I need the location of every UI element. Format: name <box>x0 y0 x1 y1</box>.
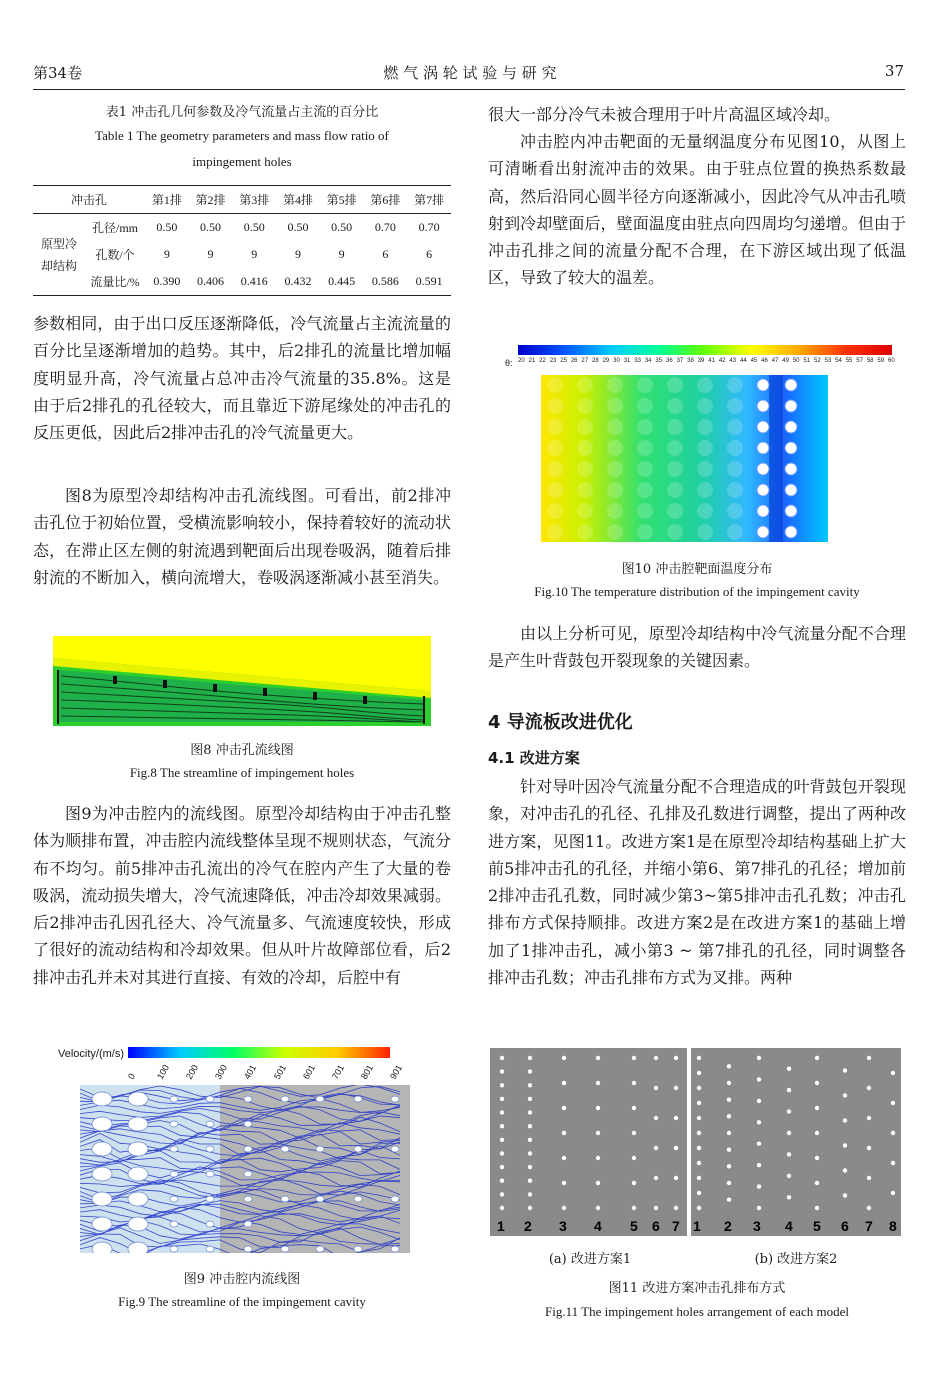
right-paragraph-1: 很大一部分冷气未被合理用于叶片高温区域冷却。 <box>488 105 841 124</box>
table-header-row <box>33 186 451 214</box>
theta-tick-label: 60 <box>888 358 895 364</box>
table-cell: 0.390 <box>153 274 181 288</box>
right-paragraph-2: 冲击腔内冲击靶面的无量纲温度分布见图10，从图上可清晰看出射流冲击的效果。由于驻点位置的换热系数最高，然后沿同心圆半径方向逐渐减小，因此冷气从冲击孔喷射到冷却壁面后，壁面温度由驻点向四周均匀递增。但由于冲击孔排之间的流量分配不合理，在下游区域出现了低温区，导致了较大的温差。 <box>488 132 906 288</box>
theta-tick-label: 49 <box>782 358 789 364</box>
velocity-colorbar <box>128 1047 390 1058</box>
hole-row-number: 3 <box>753 1218 761 1234</box>
group-label-line2: 却结构 <box>40 258 77 273</box>
hole-row-number: 6 <box>652 1218 660 1234</box>
header-rule <box>33 89 905 90</box>
table-header-cell: 第5排 <box>326 193 357 207</box>
fig11b-caption: (b) 改进方案2 <box>754 1252 838 1267</box>
theta-tick-label: 53 <box>824 358 832 364</box>
hole-row-number: 4 <box>785 1218 793 1234</box>
hole-row-number: 1 <box>497 1218 505 1234</box>
table-cell: 0.586 <box>371 274 399 288</box>
table-header-cell: 第1排 <box>151 193 182 207</box>
table-cell: 0.50 <box>287 220 309 234</box>
theta-tick-label: 52 <box>814 358 821 364</box>
table-row <box>33 214 451 242</box>
table-header-cell: 第2排 <box>195 193 226 207</box>
theta-tick-label: 59 <box>877 358 885 364</box>
theta-tick-label: 58 <box>866 358 874 364</box>
table-cell: 0.50 <box>331 220 353 234</box>
theta-tick-label: 37 <box>676 358 684 364</box>
theta-tick-label: 28 <box>592 358 599 364</box>
hole-row-number: 2 <box>524 1218 532 1234</box>
table-cell: 9 <box>207 247 214 261</box>
table-cell: 0.432 <box>284 274 312 288</box>
table1-title-cn: 表1 冲击孔几何参数及冷气流量占主流的百分比 <box>105 105 379 120</box>
left-paragraph-1: 参数相同，由于出口反压逐渐降低，冷气流量占主流流量的百分比呈逐渐增加的趋势。其中，后2排孔的流量比增加幅度明显升高，冷气流量占总冲击冷气流量的35.8%。这是由于后2排孔的孔径较大，而且靠近下游尾缘处的冲击孔的反压更低，因此后2排冲击孔的冷气流量更大。 <box>33 314 451 443</box>
theta-tick-label: 54 <box>835 358 842 364</box>
theta-tick-label: 46 <box>761 358 768 364</box>
theta-tick-label: 47 <box>771 358 779 364</box>
velocity-tick-label: 701 <box>329 1062 346 1081</box>
theta-tick-label: 45 <box>750 358 758 364</box>
section-4-heading: 4 导流板改进优化 <box>488 712 633 733</box>
hole-row-number: 4 <box>594 1218 602 1234</box>
table-cell: 0.50 <box>243 220 265 234</box>
table-row <box>33 241 451 268</box>
fig10-caption-en: Fig.10 The temperature distribution of the impingement cavity <box>534 584 860 599</box>
row-label: 孔径/mm <box>91 221 138 235</box>
table-header-cell: 第4排 <box>282 193 313 207</box>
theta-tick-label: 44 <box>740 358 747 364</box>
theta-tick-label: 57 <box>856 358 863 364</box>
hole-row-number: 7 <box>672 1218 680 1234</box>
table-cell: 0.50 <box>200 220 222 234</box>
theta-tick-label: 26 <box>570 358 578 364</box>
fig10-caption-cn: 图10 冲击腔靶面温度分布 <box>621 562 773 577</box>
temperature-colorbar <box>518 345 892 355</box>
theta-tick-label: 50 <box>792 358 800 364</box>
journal-title: 燃 气 涡 轮 试 验 与 研 究 <box>383 64 557 82</box>
fig8-caption-cn: 图8 冲击孔流线图 <box>190 743 294 758</box>
theta-tick-label: 22 <box>539 358 546 364</box>
row-label: 孔数/个 <box>95 248 135 262</box>
table-cell: 9 <box>251 247 258 261</box>
hole-row-number: 1 <box>693 1218 701 1234</box>
hole-row-number: 5 <box>813 1218 821 1234</box>
table-cell: 9 <box>294 247 301 261</box>
table-cell: 9 <box>163 247 170 261</box>
velocity-legend-label: Velocity/(m/s) <box>58 1048 125 1060</box>
velocity-tick-label: 801 <box>358 1062 376 1081</box>
page-number: 37 <box>884 62 904 80</box>
table-cell: 0.591 <box>415 274 443 288</box>
hole-row-number: 2 <box>724 1218 732 1234</box>
velocity-tick-label: 901 <box>388 1062 405 1081</box>
hole-row-number: 5 <box>630 1218 638 1234</box>
table-cell: 0.70 <box>418 220 440 234</box>
fig9-caption-cn: 图9 冲击腔内流线图 <box>183 1272 301 1287</box>
fig8-caption-en: Fig.8 The streamline of impingement holes <box>129 765 355 780</box>
theta-tick-label: 43 <box>729 358 737 364</box>
theta-tick-label: 23 <box>549 358 557 364</box>
velocity-tick-label: 401 <box>242 1062 259 1081</box>
table-cell: 9 <box>338 247 345 261</box>
theta-tick-label: 35 <box>655 358 663 364</box>
theta-tick-label: 29 <box>602 358 610 364</box>
theta-tick-label: 42 <box>718 358 726 364</box>
left-paragraph-2: 图8为原型冷却结构冲击孔流线图。可看出，前2排冲击孔位于初始位置，受横流影响较小，保持着较好的流动状态，在滞止区左侧的射流遇到靶面后出现卷吸涡，随着后排射流的不断加入，横向流增大，卷吸涡逐渐减小甚至消失。 <box>33 486 451 587</box>
theta-tick-label: 34 <box>644 358 652 364</box>
velocity-tick-label: 501 <box>271 1062 288 1081</box>
velocity-tick-label: 100 <box>155 1062 172 1081</box>
table-header-cell: 第7排 <box>414 193 445 207</box>
fig9-caption-en: Fig.9 The streamline of the impingement cavity <box>118 1294 366 1309</box>
fig9-streamline-image <box>80 1085 410 1253</box>
theta-tick-label: 55 <box>845 358 853 364</box>
fig11a-caption: (a) 改进方案1 <box>548 1252 632 1267</box>
theta-tick-label: 38 <box>687 358 694 364</box>
geometry-table <box>33 185 451 296</box>
section-4-1-heading: 4.1 改进方案 <box>488 749 580 767</box>
velocity-tick-label: 601 <box>300 1062 317 1081</box>
table-cell: 6 <box>426 247 433 261</box>
velocity-tick-label: 200 <box>184 1062 201 1081</box>
table-cell: 0.50 <box>156 220 178 234</box>
theta-tick-row <box>518 358 895 368</box>
velocity-tick-label: 0 <box>126 1071 138 1081</box>
theta-tick-label: 27 <box>581 358 589 364</box>
theta-tick-label: 33 <box>634 358 641 364</box>
theta-tick-label: 41 <box>708 358 715 364</box>
table-cell: 0.406 <box>197 274 225 288</box>
table-header-cell: 第3排 <box>239 193 270 207</box>
table-cell: 0.70 <box>374 220 396 234</box>
fig11b-hole-layout <box>691 1048 901 1236</box>
fig11-caption-en: Fig.11 The impingement holes arrangement of each model <box>545 1304 849 1319</box>
table1-title-en-2: impingement holes <box>192 154 292 169</box>
theta-tick-label: 31 <box>623 358 631 364</box>
velocity-tick-row <box>126 1062 405 1082</box>
theta-tick-label: 20 <box>518 358 525 364</box>
left-paragraph-3: 图9为冲击腔内的流线图。原型冷却结构由于冲击孔整体为顺排布置，冲击腔内流线整体呈现不规则状态，气流分布不均匀。前5排冲击孔流出的冷气在腔内产生了大量的卷吸涡，流动损失增大，冷气流速降低，冲击冷却效果减弱。后2排冲击孔因孔径大、冷气流量多、气流速度较快，形成了很好的流动结构和冷却效果。但从叶片故障部位看，后2排冲击孔并未对其进行直接、有效的冷却，后腔中有 <box>33 804 451 987</box>
fig8-streamline-image <box>53 636 431 726</box>
table-header-cell: 第6排 <box>370 193 401 207</box>
volume-label: 第34卷 <box>33 64 83 82</box>
fig11a-hole-layout <box>490 1048 687 1236</box>
hole-row-number: 6 <box>841 1218 849 1234</box>
row-label: 流量比/% <box>90 275 140 289</box>
hole-row-number: 7 <box>865 1218 873 1234</box>
table-row <box>33 268 451 296</box>
table-cell: 0.416 <box>240 274 268 288</box>
theta-legend-label: θ: <box>505 358 513 368</box>
theta-tick-label: 51 <box>803 358 811 364</box>
table-header-cell: 冲击孔 <box>70 193 107 207</box>
table-cell: 6 <box>382 247 389 261</box>
table-group-label <box>33 214 85 296</box>
theta-tick-label: 25 <box>560 358 567 364</box>
theta-tick-label: 21 <box>528 358 536 364</box>
table1-title-en-1: Table 1 The geometry parameters and mass flow ratio of <box>95 128 389 143</box>
fig11-caption-cn: 图11 改进方案冲击孔排布方式 <box>608 1281 786 1296</box>
theta-tick-label: 30 <box>613 358 620 364</box>
hole-row-number: 3 <box>559 1218 567 1234</box>
hole-row-number: 8 <box>889 1218 897 1234</box>
table-cell: 0.445 <box>328 274 356 288</box>
velocity-tick-label: 300 <box>213 1062 230 1081</box>
theta-tick-label: 36 <box>666 358 673 364</box>
right-paragraph-4: 针对导叶因冷气流量分配不合理造成的叶背鼓包开裂现象，对冲击孔的孔径、孔排及孔数进行调整，提出了两种改进方案，见图11。改进方案1是在原型冷却结构基础上扩大前5排冲击孔的孔径，并缩小第6、第7排孔的孔径；增加前2排冲击孔孔数，同时减少第3~第5排冲击孔孔数；冲击孔排布方式保持顺排。改进方案2是在改进方案1的基础上增加了1排冲击孔，减小第3 ~ 第7排孔的孔径，同时调整各排冲击孔数；冲击孔排布方式为叉排。两种 <box>488 777 906 988</box>
group-label-line1: 原型冷 <box>40 236 77 251</box>
right-paragraph-3: 由以上分析可见，原型冷却结构中冷气流量分配不合理是产生叶背鼓包开裂现象的关键因素。 <box>488 624 906 671</box>
fig10-temperature-image <box>541 375 828 542</box>
theta-tick-label: 39 <box>697 358 705 364</box>
